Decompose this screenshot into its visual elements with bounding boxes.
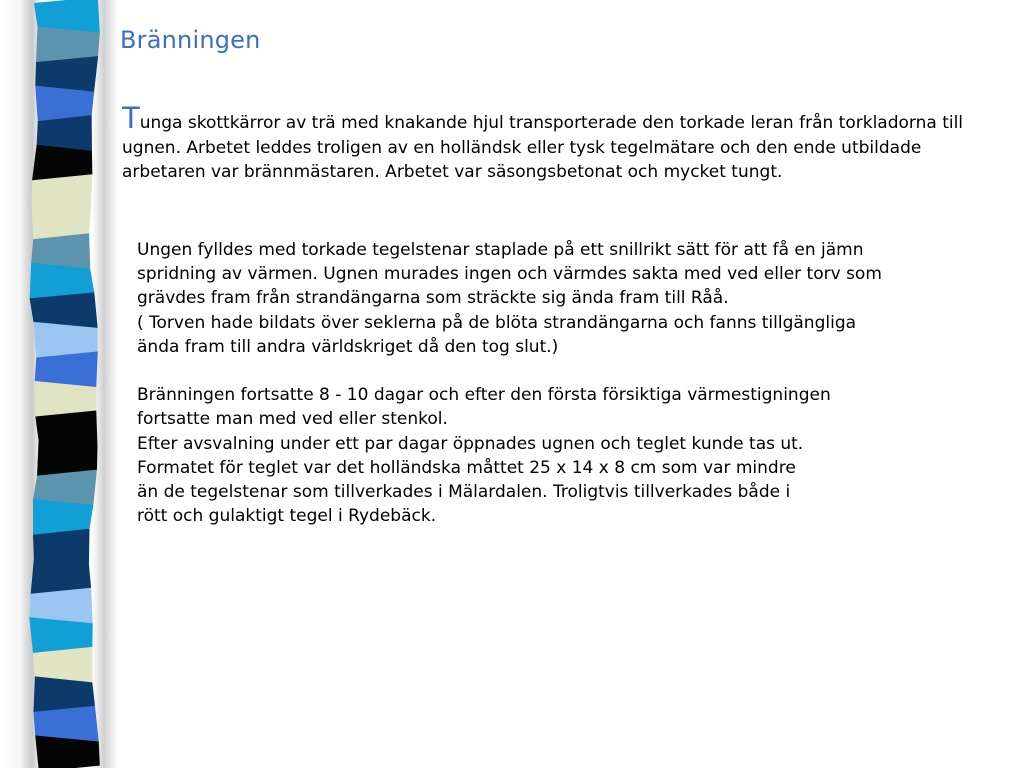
body-line: fortsatte man med ved eller stenkol. xyxy=(137,409,448,430)
intro-dropcap: T xyxy=(122,101,140,135)
intro-paragraph xyxy=(122,101,1002,185)
body-line: Formatet för teglet var det holländska måttet 25 x 14 x 8 cm som var mindre xyxy=(137,457,796,478)
body-line: rött och gulaktigt tegel i Rydebäck. xyxy=(137,506,437,527)
decorative-band-strip-graphic xyxy=(28,0,108,768)
body-line: Bränningen fortsatte 8 - 10 dagar och efter den första försiktiga värmestigningen xyxy=(137,385,831,406)
body-line: Efter avsvalning under ett par dagar öppnades ugnen och teglet kunde tas ut. xyxy=(137,433,804,454)
body-line: Ungen fylldes med torkade tegelstenar staplade på ett snillrikt sätt för att få en jämn xyxy=(137,240,864,260)
decorative-band-strip xyxy=(28,0,108,768)
body-line: spridning av värmen. Ugnen murades ingen och värmdes sakta med ved eller torv som xyxy=(137,264,882,285)
body-line: grävdes fram från strandängarna som sträckte sig ända fram till Råå. xyxy=(137,288,729,309)
body-line: ( Torven hade bildats över seklerna på de blöta strandängarna och fanns tillgängliga xyxy=(137,312,857,333)
slide-title: Bränningen xyxy=(120,26,261,54)
paragraph-gap xyxy=(137,359,1017,383)
body-line: än de tegelstenar som tillverkades i Mälardalen. Troligtvis tillverkades både i xyxy=(137,482,791,503)
body-text xyxy=(137,238,1017,528)
intro-text: unga skottkärror av trä med knakande hjul transporterade den torkade leran från torkladorna till ugnen. Arbetet leddes troligen av en holländsk eller tysk tegelmätare och den ende utbildade arbetaren var brännmästaren. Arbetet var säsongsbetonat och mycket tungt. xyxy=(122,113,964,182)
body-line: ända fram till andra världskriget då den tog slut.) xyxy=(137,336,559,357)
